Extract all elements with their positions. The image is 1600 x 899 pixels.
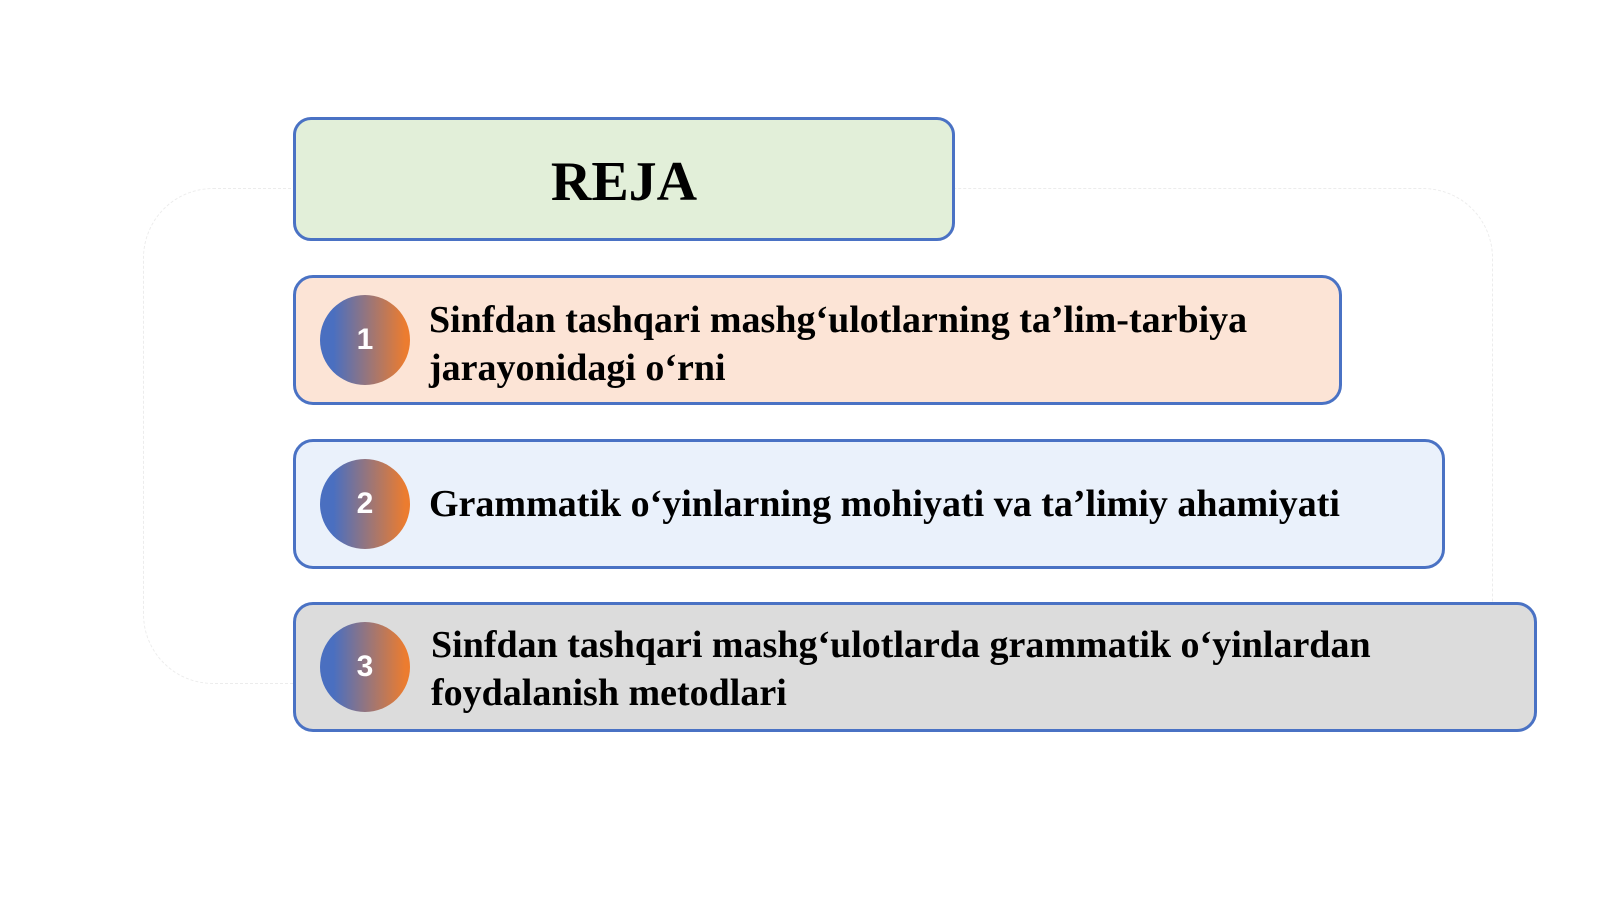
page-title: REJA: [550, 151, 698, 213]
badge-number: 2: [356, 487, 374, 520]
plan-item-1: [293, 275, 1342, 405]
number-badge-1: [320, 295, 410, 385]
number-badge-2: [320, 459, 410, 549]
plan-item-3: [293, 602, 1537, 732]
plan-item-2: [293, 439, 1445, 569]
number-badge-3: [320, 622, 410, 712]
plan-item-text: Sinfdan tashqari mashg‘ulotlarda grammatik o‘yinlardan foydalanish metodlari: [431, 624, 1371, 714]
badge-number: 1: [356, 323, 374, 356]
badge-number: 3: [356, 650, 374, 683]
title-box: [293, 117, 955, 241]
plan-item-text: Sinfdan tashqari mashg‘ulotlarning ta’lim-tarbiya jarayonidagi o‘rni: [429, 299, 1248, 389]
plan-item-text: Grammatik o‘yinlarning mohiyati va ta’limiy ahamiyati: [429, 483, 1340, 525]
